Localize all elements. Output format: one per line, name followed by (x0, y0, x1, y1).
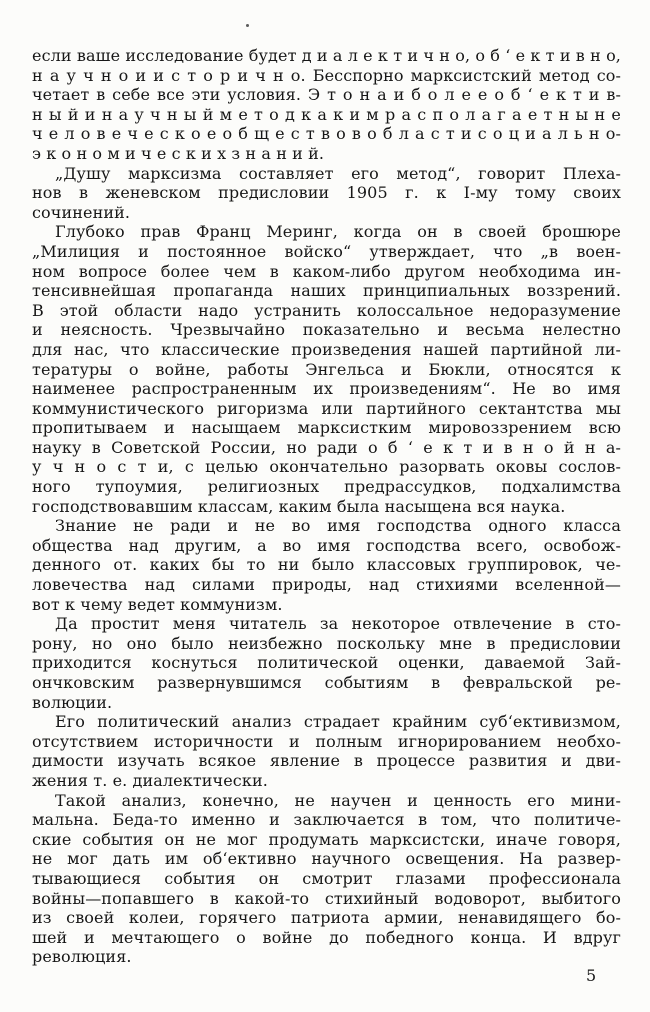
text-line: „Милиция и постоянное войско“ утверждает, что „в воен- (32, 241, 621, 261)
text-line: Его политический анализ страдает крайним суб‘ективизмом, (55, 712, 621, 732)
paragraph (32, 791, 621, 967)
scan-artifact-dot (246, 24, 249, 27)
text-line: ного тупоумия, религиозных предрассудков, подхалимства (32, 477, 621, 497)
text-line: волюции. (32, 692, 113, 712)
text-line: В этой области надо устранить колоссальное недоразумение (32, 300, 621, 320)
paragraph (32, 712, 621, 790)
text-line: отсутствием историчности и полным игнорированием необхо- (32, 731, 621, 751)
text-line: тературы о войне, работы Энгельса и Бюкли, относятся к (32, 359, 621, 379)
text-line: жения т. е. диалектически. (32, 770, 268, 790)
text-line: Глубоко прав Франц Меринг, когда он в своей брошюре (55, 222, 621, 242)
text-line: ном вопросе более чем в каком-либо другом необходима ин- (32, 261, 621, 281)
text-line: коммунистического ригоризма или партийного сектантства мы (32, 398, 621, 418)
text-line: Знание не ради и не во имя господства одного класса (55, 516, 621, 536)
paragraph (32, 614, 621, 712)
paragraph (32, 164, 621, 223)
text-line: если ваше исследование будет д и а л е к т и ч н о, о б ‘ е к т и в н о, (32, 46, 621, 65)
text-line: и неясность. Чрезвычайно показательно и весьма нелестно (32, 320, 621, 340)
text-line: войны—попавшего в какой-то стихийный водоворот, выбитого (32, 888, 621, 908)
text-line: ские события он не мог продумать марксистски, иначе говоря, (32, 829, 621, 849)
text-line: н ы й и н а у ч н ы й м е т о д к а к и м р а с п о л а г а е т н ы н е (32, 104, 621, 124)
text-line: у ч н о с т и, с целью окончательно разорвать оковы сослов- (32, 457, 621, 477)
text-line: ончковским развернувшимся событиям в февральской ре- (32, 673, 621, 692)
text-line: димости изучать всякое явление в процессе развития и дви- (32, 751, 621, 771)
text-line: тенсивнейшая пропаганда наших принципиальных воззрений. (32, 281, 621, 301)
text-line: пропитываем и насыщаем марксистким мировоззрением всю (32, 418, 621, 438)
text-line: мальна. Беда-то именно и заключается в том, что политиче- (32, 810, 621, 830)
text-line: не мог дать им об‘ективно научного освещения. На развер- (32, 849, 621, 869)
text-line: ч е л о в е ч е с к о е о б щ е с т в о в о б л а с т и с о ц и а л ь н о- (32, 124, 621, 144)
text-line: вот к чему ведет коммунизм. (32, 594, 283, 614)
text-line: сочинений. (32, 202, 131, 222)
text-line: из своей колеи, горячего патриота армии, ненавидящего бо- (32, 908, 621, 928)
text-line: ловечества над силами природы, над стихиями вселенной— (32, 575, 621, 595)
text-line: для нас, что классические произведения нашей партийной ли- (32, 339, 621, 359)
text-line: революция. (32, 947, 132, 967)
text-line: н а у ч н о и и с т о р и ч н о. Бесспорно марксистский метод со- (32, 65, 621, 85)
paragraph (32, 222, 621, 516)
text-block (32, 46, 621, 967)
text-line: наименее распространенным их произведениям“. Не во имя (32, 379, 621, 399)
text-line: э к о н о м и ч е с к и х з н а н и й. (32, 143, 325, 163)
text-line: господствовавшим классам, каким была насыщена вся наука. (32, 496, 566, 516)
text-line: общества над другим, а во имя господства всего, освобож- (32, 535, 621, 555)
text-line: тывающиеся события он смотрит глазами профессионала (32, 868, 621, 888)
paragraph (32, 46, 621, 164)
text-line: шей и мечтающего о войне до победного конца. И вдруг (32, 927, 621, 947)
text-line: приходится коснуться политической оценки, даваемой Зай- (32, 653, 621, 673)
text-line: науку в Советской России, но ради о б ‘ е к т и в н о й н а- (32, 437, 621, 457)
text-line: денного от. каких бы то ни было классовых группировок, че- (32, 555, 621, 575)
text-line: нов в женевском предисловии 1905 г. к I-му тому своих (32, 183, 621, 203)
text-line: четает в себе все эти условия. Э т о н а и б о л е е о б ‘ е к т и в- (32, 85, 621, 105)
text-line: рону, но оно было неизбежно поскольку мне в предисловии (32, 633, 621, 653)
paragraph (32, 516, 621, 614)
text-line: „Душу марксизма составляет его метод“, говорит Плеха- (55, 163, 621, 183)
text-line: Такой анализ, конечно, не научен и ценность его мини- (55, 790, 621, 810)
page-number: 5 (586, 966, 597, 985)
text-line: Да простит меня читатель за некоторое отвлечение в сто- (55, 614, 621, 634)
